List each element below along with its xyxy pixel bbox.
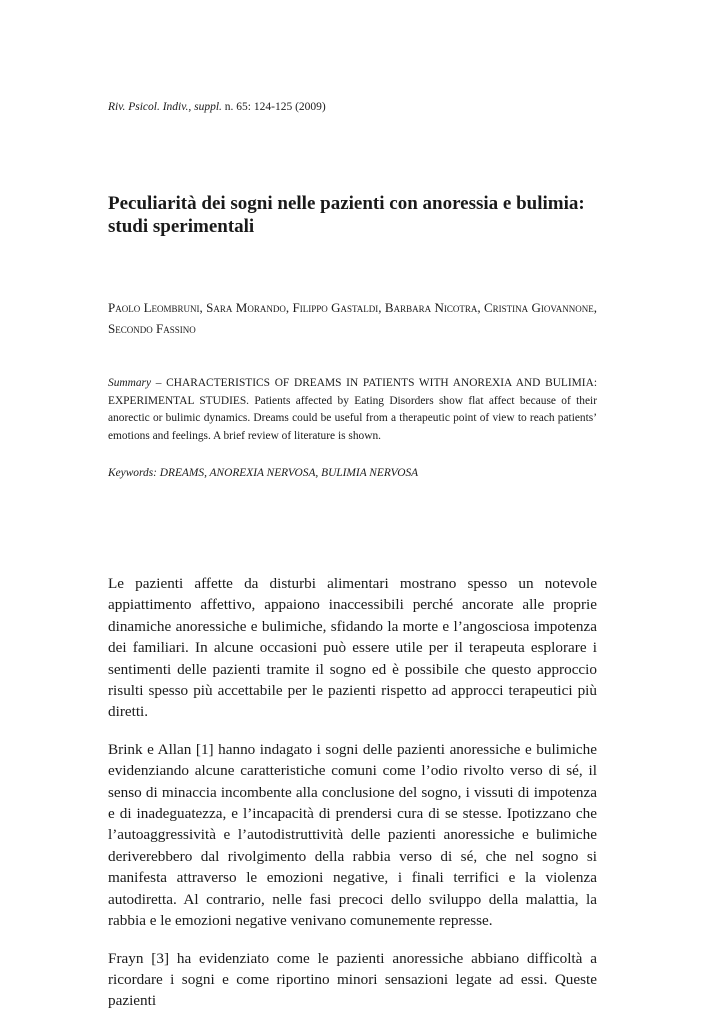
summary-text: – CHARACTERISTICS OF DREAMS IN PATIENTS WITH ANOREXIA AND BULIMIA: EXPERIMENTAL STUDIES. Patients affected by Eating Disorders show flat affect because of their anorectic or bulimic dynamics. Dreams could be useful from a therapeutic point of view to reach patients’ emotions and feelings. A brief review of literature is shown. xyxy=(108,377,597,442)
keywords xyxy=(108,467,597,479)
body-paragraph: Brink e Allan [1] hanno indagato i sogni delle pazienti anoressiche e bulimiche evidenziando alcune caratteristiche comuni come l’odio rivolto verso di sé, il senso di minaccia incombente alla conclusione del sogno, i vissuti di impotenza e di inadeguatezza, e l’incapacità di prendersi cura di se stesse. Ipotizzano che l’autoaggressività e l’autodistruttività delle pazienti anoressiche e bulimiche deriverebbero dal rivolgimento della rabbia verso di sé, che nel sogno si manifesta attraverso le emozioni negative, i finali terrifici e la violenza autodiretta. Al contrario, nelle fasi precoci dello sviluppo della malattia, la rabbia e le emozioni negative venivano comunemente represse. xyxy=(108,740,597,930)
body-paragraph: Le pazienti affette da disturbi alimentari mostrano spesso un notevole appiattimento affettivo, appaiono inaccessibili perché ancorate alle proprie dinamiche anoressiche e bulimiche, sfidando la morte e l’angosciosa impotenza dei familiari. In alcune occasioni può essere utile per il terapeuta esplorare i sentimenti delle pazienti tramite il sogno ed è possibile che questo approccio risulti spesso più accettabile per le pazienti rispetto ad approcci terapeutici più diretti. xyxy=(108,575,597,721)
journal-citation xyxy=(108,101,326,113)
article-authors: Paolo Leombruni, Sara Morando, Filippo Gastaldi, Barbara Nicotra, Cristina Giovannone, Secondo Fassino xyxy=(108,300,597,336)
body-paragraph: Frayn [3] ha evidenziato come le pazienti anoressiche abbiano difficoltà a ricordare i sogni e come riportino minori sensazioni legate ad essi. Queste pazienti xyxy=(108,949,597,1010)
journal-issue: n. 65: 124-125 (2009) xyxy=(224,101,326,113)
keywords-label: Keywords: xyxy=(108,467,157,479)
journal-name: Riv. Psicol. Indiv., suppl. xyxy=(108,101,222,113)
keywords-text: DREAMS, ANOREXIA NERVOSA, BULIMIA NERVOSA xyxy=(156,467,419,479)
article-title: Peculiarità dei sogni nelle pazienti con anoressia e bulimia: studi sperimentali xyxy=(108,193,585,237)
summary xyxy=(108,375,597,445)
body-text xyxy=(108,573,597,1028)
summary-label: Summary xyxy=(108,377,152,389)
